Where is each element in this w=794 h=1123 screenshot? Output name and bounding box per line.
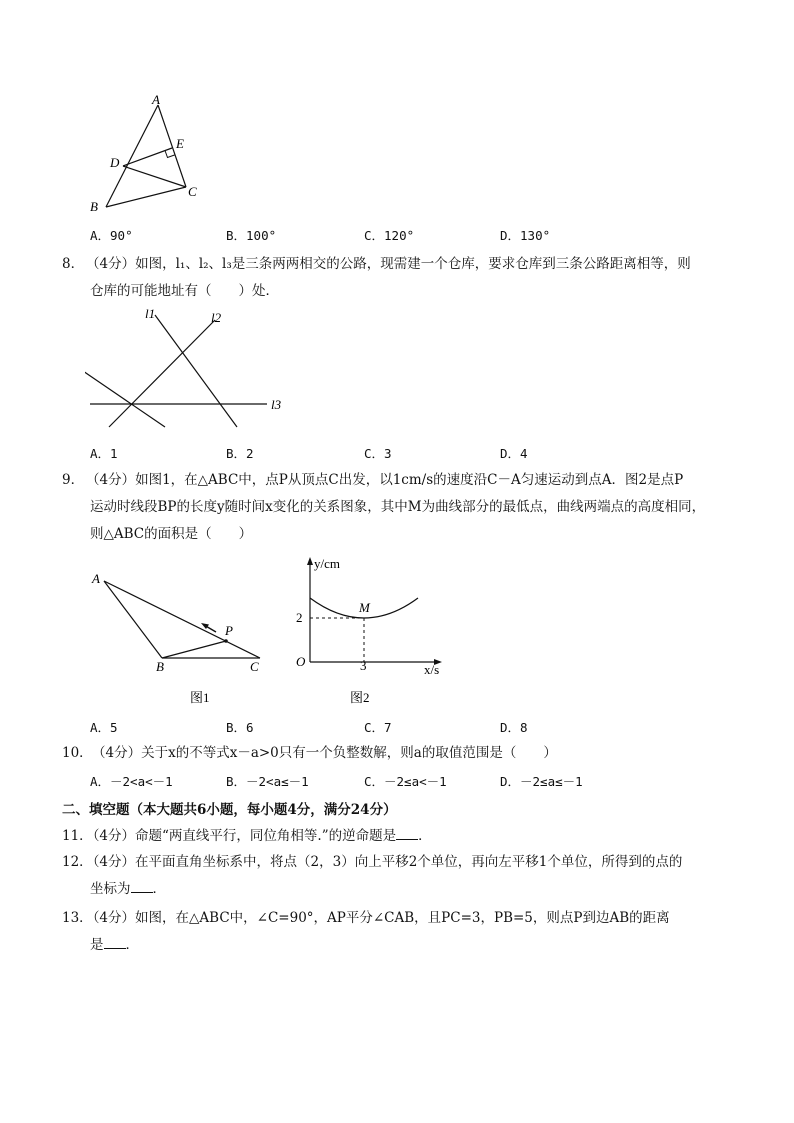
q7-label-A: A (152, 92, 160, 107)
q8-label-l3: l3 (271, 397, 282, 412)
q13-line1 (62, 905, 670, 931)
q7-option-d[interactable]: D．130° (500, 228, 551, 243)
q9-option-a[interactable]: A．5 (90, 720, 118, 735)
q9-fig1-caption: 图1 (190, 690, 210, 705)
q10-option-a[interactable]: A．－2<a<－1 (90, 774, 173, 789)
q9-fig1-label-A: A (92, 571, 100, 586)
q9-fig2-ytick: 2 (296, 610, 303, 625)
q11-end: ． (418, 828, 432, 844)
q7-option-c[interactable]: C．120° (364, 228, 415, 243)
q9-text-line3: 则△ABC的面积是（ ） (90, 526, 253, 542)
q9-text-line2: 运动时线段BP的长度y随时间x变化的关系图象，其中M为曲线部分的最低点，曲线两端点的高度相同， (90, 499, 706, 515)
q8-option-c[interactable]: C．3 (364, 446, 392, 461)
q9-fig2-xtick: 3 (360, 658, 367, 673)
q13-answer-blank[interactable] (104, 936, 126, 949)
q9-fig1-label-C: C (250, 659, 259, 674)
q8-number: 8． (62, 256, 85, 272)
q10-number: 10． (62, 745, 93, 761)
q7-label-C: C (188, 184, 197, 199)
q10-text: （4分）关于x的不等式x－a>0只有一个负整数解，则a的取值范围是（ ） (92, 745, 557, 761)
q8-label-l1: l1 (145, 306, 156, 321)
q12-end: ． (152, 881, 166, 897)
q13-end: ． (125, 937, 139, 953)
q11-number: 11． (62, 828, 93, 844)
q9-number: 9． (62, 472, 85, 488)
q9-fig2-ylabel: y/cm (314, 556, 340, 571)
q12-text-line2: 坐标为 (90, 881, 131, 897)
q9-fig1-label-P: P (225, 623, 233, 638)
q9-fig2-caption: 图2 (350, 690, 370, 705)
q9-fig2-origin: O (296, 654, 306, 669)
q11-text: （4分）命题“两直线平行，同位角相等.”的逆命题是 (92, 828, 397, 844)
q7-triangle-figure (80, 90, 220, 220)
q8-option-d[interactable]: D．4 (500, 446, 528, 461)
q10-option-d[interactable]: D．－2≤a≤－1 (500, 774, 583, 789)
q12-answer-blank[interactable] (131, 880, 153, 893)
q8-label-l2: l2 (211, 310, 222, 325)
q9-option-c[interactable]: C．7 (364, 720, 392, 735)
q8-roads-figure (85, 305, 295, 430)
q13-number: 13． (62, 910, 93, 926)
q10-option-c[interactable]: C．－2≤a<－1 (364, 774, 447, 789)
q9-option-b[interactable]: B．6 (226, 720, 254, 735)
q7-label-E: E (176, 136, 184, 151)
q12-line2 (90, 876, 166, 902)
q8-option-a[interactable]: A．1 (90, 446, 118, 461)
q7-label-D: D (110, 155, 120, 170)
q13-text-line1: （4分）如图，在△ABC中，∠C=90°，AP平分∠CAB，且PC=3，PB=5，则点P到边AB的距离 (92, 910, 670, 926)
q9-option-d[interactable]: D．8 (500, 720, 528, 735)
q12-number: 12． (62, 854, 93, 870)
q9-fig1-label-B: B (156, 659, 164, 674)
q12-line1 (62, 849, 682, 875)
q9-fig2-xlabel: x/s (424, 662, 440, 677)
q13-text-line2: 是 (90, 937, 104, 953)
q12-text-line1: （4分）在平面直角坐标系中，将点（2，3）向上平移2个单位，再向左平移1个单位，所得到的点的 (92, 854, 683, 870)
q10-option-b[interactable]: B．－2<a≤－1 (226, 774, 309, 789)
q8-text-line1: （4分）如图，l₁、l₂、l₃是三条两两相交的公路，现需建一个仓库，要求仓库到三条公路距离相等，则 (86, 256, 691, 272)
q9-figure2 (290, 552, 450, 708)
q7-label-B: B (90, 199, 98, 214)
q11-line (62, 823, 432, 849)
q9-figure1 (90, 568, 280, 708)
q13-line2 (90, 932, 139, 958)
q8-option-b[interactable]: B．2 (226, 446, 254, 461)
q9-text-line1: （4分）如图1，在△ABC中，点P从顶点C出发，以1cm/s的速度沿C－A匀速运动到点A．图2是点P (86, 472, 684, 488)
q9-fig2-M: M (359, 600, 370, 615)
q8-text-line2: 仓库的可能地址有（ ）处． (90, 283, 279, 299)
q7-option-b[interactable]: B．100° (226, 228, 277, 243)
q7-option-a[interactable]: A．90° (90, 228, 133, 243)
q11-answer-blank[interactable] (396, 827, 418, 840)
section2-title: 二、填空题（本大题共6小题，每小题4分，满分24分） (62, 802, 397, 818)
